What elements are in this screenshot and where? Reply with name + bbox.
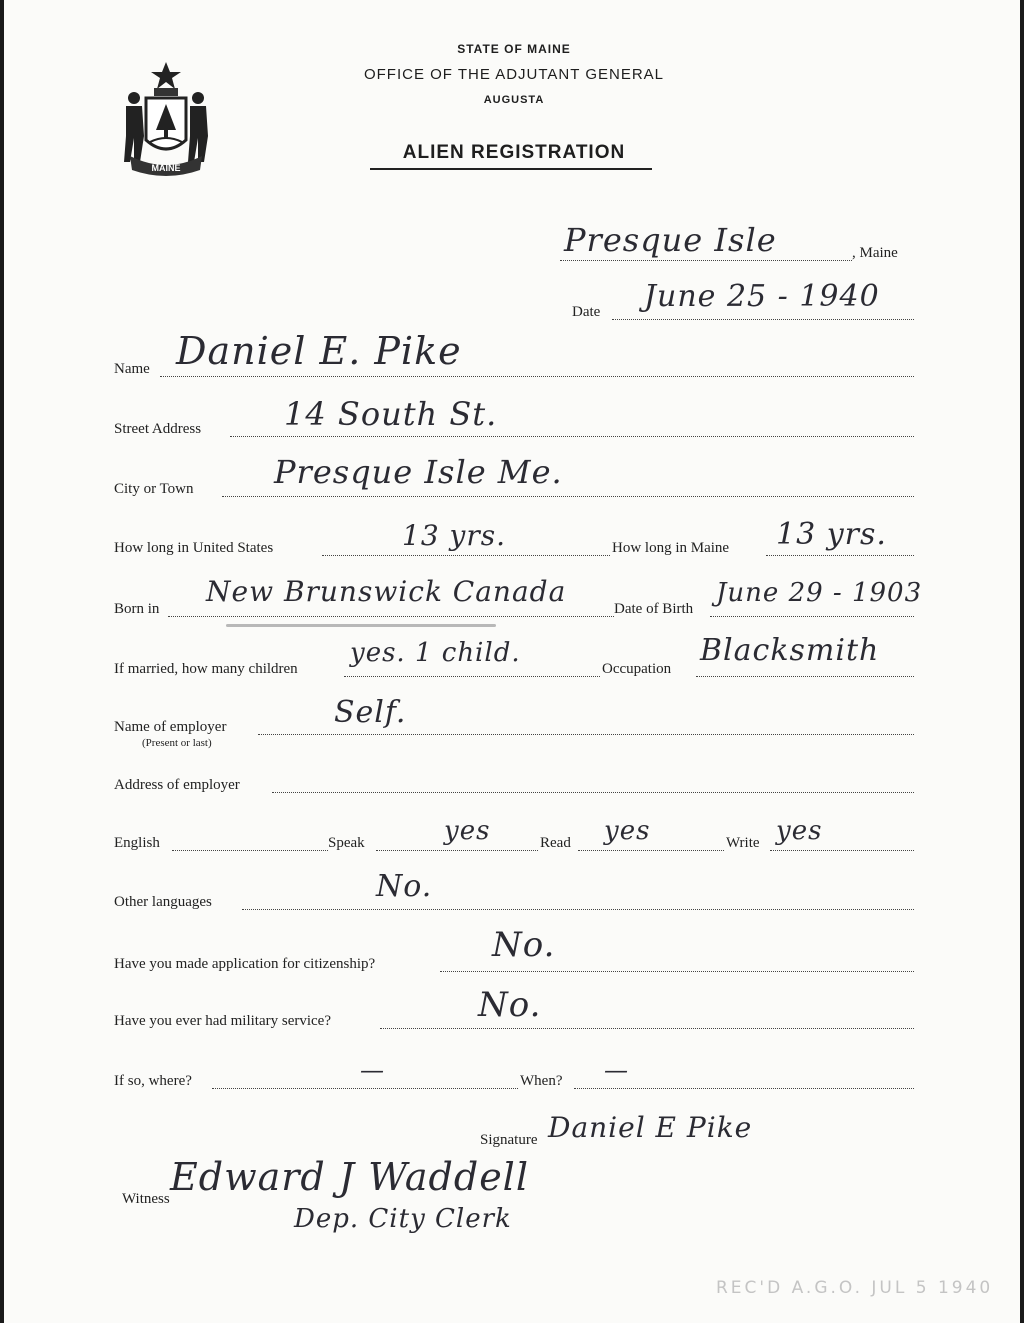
state-heading: STATE OF MAINE [457,42,571,56]
place-label: , Maine [852,245,898,261]
employer-address-line [272,792,914,793]
when-line [574,1088,914,1089]
where-line [212,1088,518,1089]
employer-name-sublabel: (Present or last) [142,737,212,749]
occupation-label: Occupation [602,661,672,677]
form-title-underline [370,168,652,170]
occupation-value: Blacksmith [700,633,880,668]
signature-label: Signature [480,1132,538,1148]
how-long-us-line [322,555,610,556]
born-in-value: New Brunswick Canada [206,575,567,608]
military-line [380,1028,914,1029]
received-date-stamp: REC'D A.G.O. JUL 5 1940 [716,1278,994,1298]
citizenship-label: Have you made application for citizenship? [114,956,376,972]
military-value: No. [478,985,542,1025]
signature-value: Daniel E Pike [548,1111,753,1144]
how-long-maine-label: How long in Maine [612,540,730,556]
how-long-maine-value: 13 yrs. [776,517,887,552]
date-of-birth-label: Date of Birth [614,601,694,617]
street-address-value: 14 South St. [284,395,498,433]
where-value: — [360,1056,385,1084]
city-or-town-line [222,496,914,497]
other-languages-label: Other languages [114,894,212,910]
married-children-line [344,676,600,677]
name-value: Daniel E. Pike [176,329,462,373]
date-label: Date [572,304,601,320]
speak-line [376,850,538,851]
form-title: ALIEN REGISTRATION [402,142,626,163]
write-value: yes [776,816,823,846]
how-long-maine-line [766,555,914,556]
read-value: yes [604,816,651,846]
write-label: Write [726,835,760,851]
read-line [578,850,724,851]
other-languages-value: No. [376,869,433,904]
citizenship-line [440,971,914,972]
english-line [172,850,328,851]
citizenship-value: No. [492,925,556,965]
military-label: Have you ever had military service? [114,1013,331,1029]
seal-banner-text: MAINE [151,163,181,173]
born-in-line [168,616,614,617]
employer-address-label: Address of employer [114,777,240,793]
date-value: June 25 - 1940 [644,279,880,314]
born-in-underline [226,624,496,627]
office-heading: OFFICE OF THE ADJUTANT GENERAL [363,66,665,83]
place-value: Presque Isle [564,221,777,259]
where-label: If so, where? [114,1073,192,1089]
when-value: — [604,1056,629,1084]
when-label: When? [520,1073,563,1089]
employer-name-value: Self. [334,695,407,730]
date-of-birth-line [710,616,914,617]
city-heading: AUGUSTA [483,94,545,106]
city-or-town-value: Presque Isle Me. [274,453,563,491]
witness-label: Witness [122,1191,170,1207]
how-long-us-label: How long in United States [114,540,274,556]
witness-title: Dep. City Clerk [294,1204,512,1234]
place-line [560,260,852,261]
witness-value: Edward J Waddell [170,1155,529,1199]
street-address-label: Street Address [114,421,202,437]
read-label: Read [540,835,571,851]
speak-value: yes [444,816,491,846]
alien-registration-form [4,0,1020,1323]
name-label: Name [114,361,150,377]
employer-name-label: Name of employer [114,719,227,735]
born-in-label: Born in [114,601,160,617]
maine-state-seal-icon [114,58,218,178]
occupation-line [696,676,914,677]
write-line [770,850,914,851]
name-line [160,376,914,377]
other-languages-line [242,909,914,910]
how-long-us-value: 13 yrs. [402,519,507,552]
english-label: English [114,835,160,851]
date-line [612,319,914,320]
married-children-label: If married, how many children [114,661,298,677]
married-children-value: yes. 1 child. [350,638,521,668]
city-or-town-label: City or Town [114,481,194,497]
employer-name-line [258,734,914,735]
speak-label: Speak [328,835,365,851]
street-address-line [230,436,914,437]
date-of-birth-value: June 29 - 1903 [716,578,923,608]
